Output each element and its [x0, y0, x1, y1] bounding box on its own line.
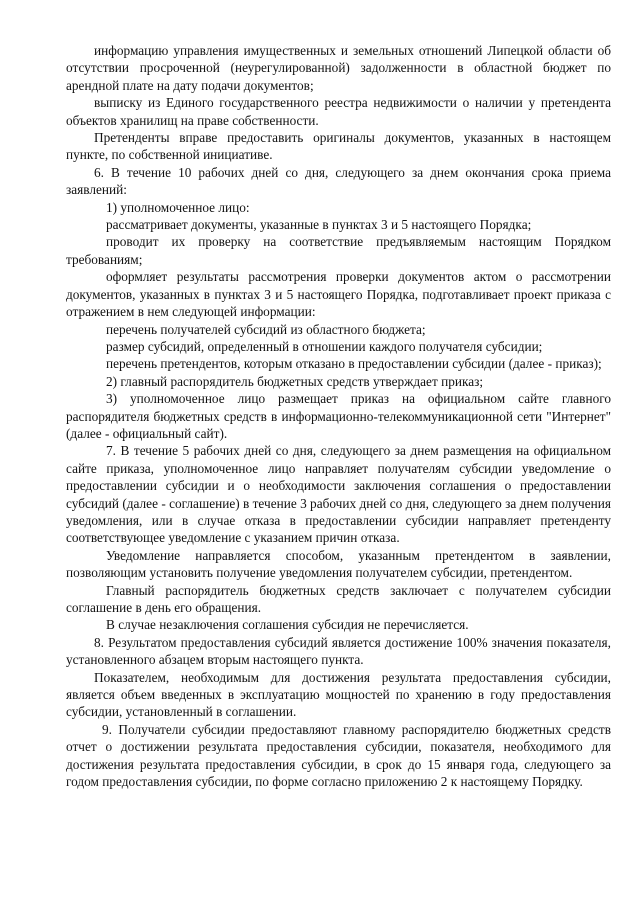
paragraph-egrn-extract: выписку из Единого государственного реестра недвижимости о наличии у претендента объектов хранилищ на праве собственности.: [66, 95, 611, 128]
paragraph-reviews-documents: рассматривает документы, указанные в пунктах 3 и 5 настоящего Порядка;: [106, 217, 532, 233]
paragraph-agreement-conclusion: Главный распорядитель бюджетных средств заключает с получателем субсидии соглашение в день его обращения.: [66, 582, 611, 615]
paragraph-authorized-person: 1) уполномоченное лицо:: [106, 199, 250, 215]
paragraph-originals-right: Претенденты вправе предоставить оригиналы документов, указанных в настоящем пункте, по собственной инициативе.: [66, 130, 611, 163]
paragraph-result-indicator: Показателем, необходимым для достижения результата предоставления субсидии, является объем введенных в эксплуатацию мощностей по хранению в году предоставления субсидии, установленный в соглашении.: [66, 669, 611, 720]
paragraph-subsidy-amount: размер субсидий, определенный в отношении каждого получателя субсидии;: [106, 338, 543, 354]
paragraph-drafts-order: оформляет результаты рассмотрения проверки документов актом о рассмотрении документов, указанных в пунктах 3 и 5 настоящего Порядка, подготавливает проект приказа с отражением в нем следующей информации:: [66, 269, 611, 320]
paragraph-publishes-order: 3) уполномоченное лицо размещает приказ на официальном сайте главного распорядителя бюджетных средств в информационно-телекоммуникационной сети "Интернет" (далее - официальный сайт).: [66, 391, 611, 441]
document-page: [66, 42, 611, 790]
paragraph-item-9: 9. Получатели субсидии предоставляют главному распорядителю бюджетных средств отчет о достижении результата предоставления субсидии, показателя, необходимого для достижения результата предоставления субсидии, в срок до 15 января года, следующего за годом предоставления субсидии, по форме согласно приложению 2 к настоящему Порядку.: [66, 721, 611, 790]
paragraph-lipetsk-debt-info: информацию управления имущественных и земельных отношений Липецкой области об отсутствии просроченной (неурегулированной) задолженности в областной бюджет по арендной плате на дату подачи документов;: [66, 43, 611, 93]
paragraph-no-agreement: В случае незаключения соглашения субсидия не перечисляется.: [106, 617, 469, 633]
paragraph-approves-order: 2) главный распорядитель бюджетных средств утверждает приказ;: [106, 373, 484, 389]
paragraph-notification-method: Уведомление направляется способом, указанным претендентом в заявлении, позволяющим установить получение уведомления получателем субсидии, претендентом.: [66, 547, 611, 581]
paragraph-item-6: 6. В течение 10 рабочих дней со дня, следующего за днем окончания срока приема заявлений:: [66, 164, 611, 198]
paragraph-refused-list: перечень претендентов, которым отказано в предоставлении субсидии (далее - приказ);: [106, 356, 602, 372]
paragraph-item-7: 7. В течение 5 рабочих дней со дня, следующего за днем размещения на официальном сайте приказа, уполномоченное лицо направляет получателям субсидии уведомление о предоставлении субсидии и о необходимости заключения соглашения о предоставлении субсидий (далее - соглашение) в течение 3 рабочих дней со дня, следующего за днем получения уведомления, или в случае отказа в предоставлении субсидии направляет претенденту соответствующее уведомление с указанием причин отказа.: [66, 443, 611, 546]
paragraph-checks-compliance: проводит их проверку на соответствие предъявляемым настоящим Порядком требованиям;: [66, 234, 611, 267]
paragraph-recipients-list: перечень получателей субсидий из областного бюджета;: [106, 321, 426, 337]
paragraph-item-8: 8. Результатом предоставления субсидий является достижение 100% значения показателя, установленного абзацем вторым настоящего пункта.: [66, 634, 611, 668]
